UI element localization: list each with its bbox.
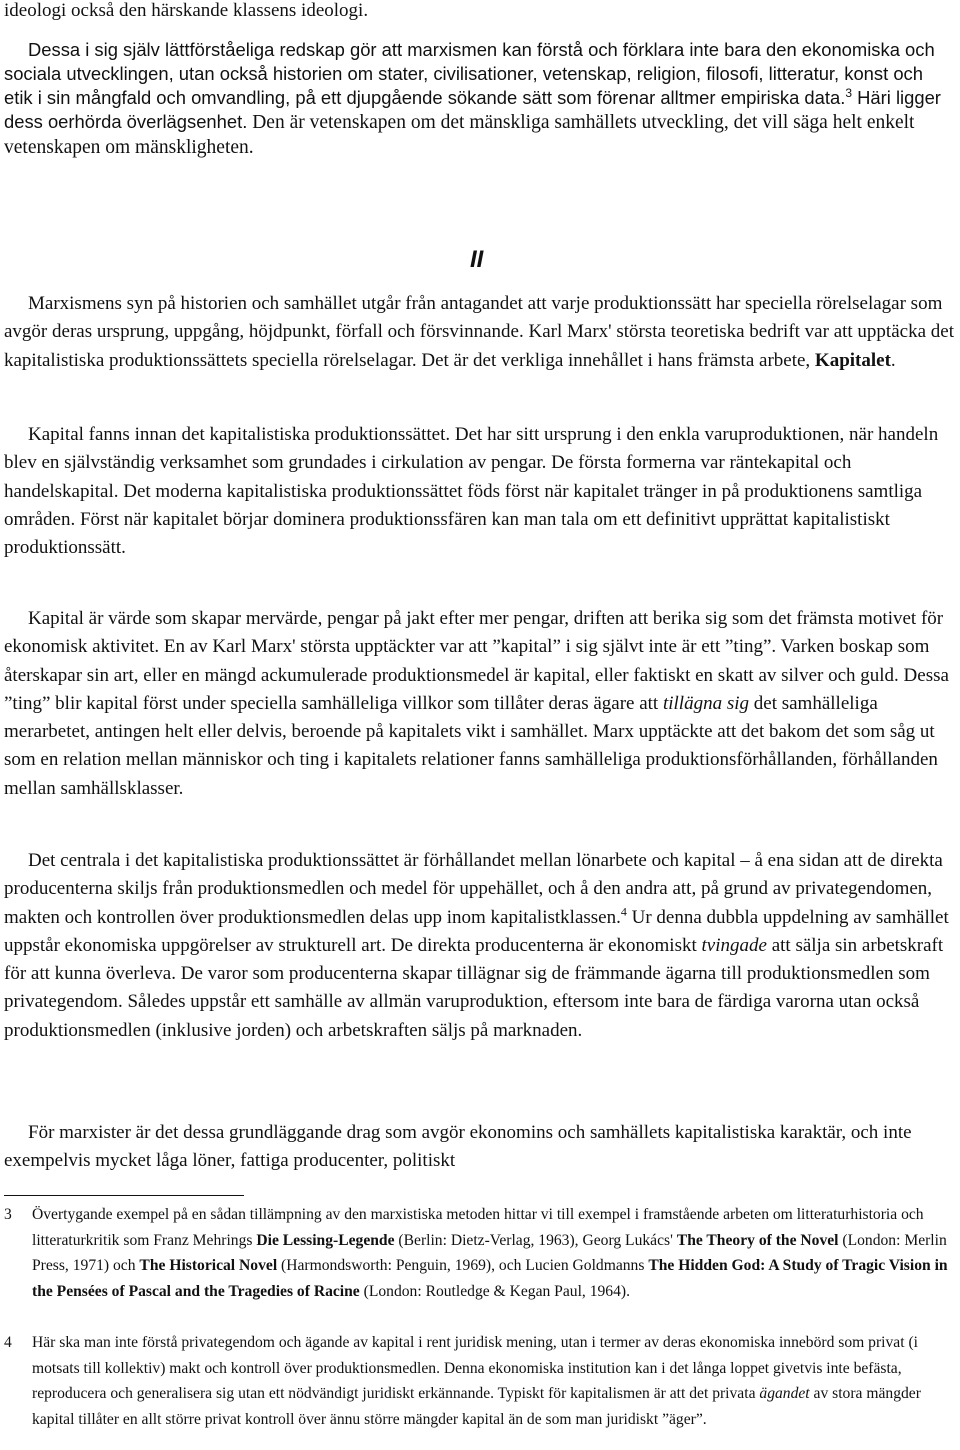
- footnote-4: [4, 1330, 956, 1432]
- footnote-text: Övertygande exempel på en sådan tillämpning av den marxistiska metoden hittar vi till exempel i framstående arbeten om litteraturhistoria och litteraturkritik som Franz Mehrings Die Lessing-Legende (Berlin: Dietz-Verlag, 1963), Georg Lukács' The Theory of the Novel (London: Merlin Press, 1971) och The Historical Novel (Harmondsworth: Penguin, 1969), och Lucien Goldmanns The Hidden God: A Study of Tragic Vision in the Pensées of Pascal and the Tragedies of Racine (London: Routledge & Kegan Paul, 1964).: [32, 1206, 948, 1300]
- footnote-number: 3: [4, 1206, 12, 1223]
- paragraph-1: Dessa i sig själv lättförståeliga redskap gör att marxismen kan förstå och förklara inte bara den ekonomiska och sociala utvecklingen, utan också historien om stater, civilisationer, vetenskap, religion, filosofi, litteratur, konst och etik i sin mångfald och omvandling, på ett djupgående sökande sätt som förenar alltmer empiriska data.$^3$ Häri ligger dess oerhörda överlägsenhet. Den är vetenskapen om det mänskliga samhällets utveckling, det vill säga helt enkelt vetenskapen om mänskligheten.: [4, 39, 941, 158]
- paragraph-3: Kapital fanns innan det kapitalistiska produktionssättet. Det har sitt ursprung i den enkla varuproduktionen, när handeln blev en självständig verksamhet som grundades i cirkulation av pengar. De första formerna var räntekapital och handelskapital. Det moderna kapitalistiska produktionssättet föds först när kapitalet tränger in på produktionens samtliga områden. Först när kapitalet börjar dominera produktionssfären kan man tala om ett definitivt upprättat kapitalistiskt produktionssätt.: [4, 424, 939, 559]
- paragraph-5: Det centrala i det kapitalistiska produktionssättet är förhållandet mellan lönarbete och kapital – å ena sidan att de direkta producenterna skiljs från produktionsmedlen och medel för uppehället, och å den andra att, på grund av privategendomen, makten och kontrollen över produktionsmedlen delas upp inom kapitalistklassen.$^4$ Ur denna dubbla uppdelning av samhället uppstår ekonomiska uppgörelser av strukturell art. De direkta producenterna är ekonomiskt tvingade att sälja sin arbetskraft för att kunna överleva. De varor som producenterna skapar tillägnar sig de främmande ägarna till produktionsmedlen som privategendom. Således uppstår ett samhälle av allmän varuproduktion, eftersom inte bara de färdiga varorna utan också produktionsmedlen (inklusive jorden) och arbetskraften säljs på marknaden.: [4, 850, 949, 1041]
- paragraph-2: Marxismens syn på historien och samhället utgår från antagandet att varje produktionssätt har speciella rörelselagar som avgör deras ursprung, uppgång, höjdpunkt, förfall och försvinnande. Karl Marx' största teoretiska bedrift var att upptäcka det kapitalistiska produktionssättets speciella rörelselagar. Det är det verkliga innehållet i hans främsta arbete, Kapitalet.: [4, 293, 954, 371]
- section-heading: II: [470, 246, 484, 273]
- paragraph-0: ideologi också den härskande klassens ideologi.: [4, 0, 369, 21]
- paragraph-6: För marxister är det dessa grundläggande drag som avgör ekonomins och samhällets kapitalistiska karaktär, och inte exempelvis mycket låga löner, fattiga producenter, politiskt: [4, 1122, 912, 1172]
- footnote-ref-3[interactable]: 3: [845, 85, 853, 100]
- footnote-text: Här ska man inte förstå privategendom och ägande av kapital i rent juridisk mening, utan i termer av deras ekonomiska innebörd som privat (i motsats till kollektiv) makt och kontroll över produktionsmedlen. Denna ekonomiska institution kan i det långa loppet givetvis inte befästa, reproducera och generalisera sig utan ett nödvändigt juridiskt erkännande. Typiskt för kapitalismen är att det privata ägandet av stora mängder kapital tillåter en allt större privat kontroll över ännu större mängder kapital än de som man juridiskt ”äger”.: [32, 1334, 921, 1428]
- paragraph-4: Kapital är värde som skapar mervärde, pengar på jakt efter mer pengar, driften att berika sig som det främsta motivet för ekonomisk aktivitet. En av Karl Marx' största upptäckter var att ”kapital” i sig självt inte är ett ”ting”. Varken boskap som återskapar sin art, eller en mängd ackumulerade produktionsmedel är kapital, eller faktiskt en skatt av silver och guld. Dessa ”ting” blir kapital först under speciella samhälleliga villkor som tillåter deras ägare att tillägna sig det samhälleliga merarbetet, antingen helt eller delvis, beroende på kapitalets vikt i samhället. Marx upptäckte att det bakom det som såg ut som en relation mellan människor och ting i kapitalets relationer fanns samhälleliga produktionsförhållanden, förhållanden mellan samhällsklasser.: [4, 608, 949, 799]
- footnote-3: [4, 1202, 956, 1304]
- footnote-ref-4[interactable]: 4: [620, 904, 627, 919]
- footnote-divider: [4, 1195, 244, 1196]
- footnote-number: 4: [4, 1334, 12, 1351]
